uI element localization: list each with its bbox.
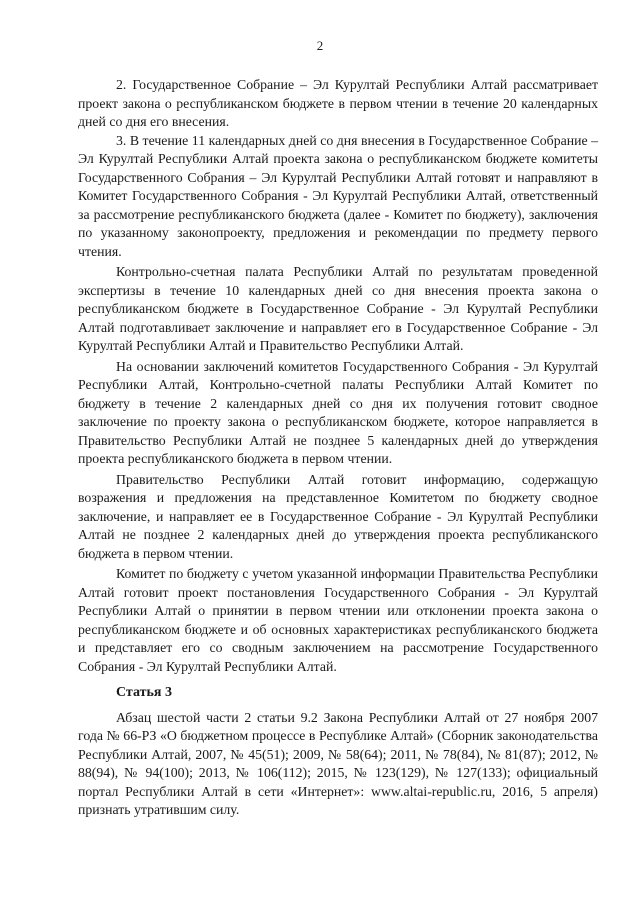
paragraph-resolution-draft: Комитет по бюджету с учетом указанной информации Правительства Республики Алтай готовит проект постановления Государственного Собрания - Эл Курултай Республики Алтай о принятии в первом чтении или отклонении проекта закона о республиканском бюджете и об основных характеристиках республиканского бюджета и представляет его со сводным заключением на рассмотрение Государственного Собрания - Эл Курултай Республики Алтай. [78,566,598,674]
article-3-heading: Статья 3 [116,685,172,700]
paragraph-item-3: 3. В течение 11 календарных дней со дня внесения в Государственное Собрание – Эл Курултай Республики Алтай проекта закона о республиканском бюджете комитеты Государственного Собрания – Эл Курултай Республики Алтай готовят и направляют в Комитет Государственного Собрания - Эл Курултай Республики Алтай, ответственный за рассмотрение республиканского бюджета (далее - Комитет по бюджету), заключения по указанному законопроекту, предложения и рекомендации по предмету первого чтения. [78,132,598,259]
paragraph-item-2: 2. Государственное Собрание – Эл Курултай Республики Алтай рассматривает проект закона о республиканском бюджете в первом чтении в течение 20 календарных дней со дня его внесения. [78,77,598,129]
document-body [78,76,598,820]
paragraph-audit-chamber: Контрольно-счетная палата Республики Алтай по результатам проведенной экспертизы в течение 10 календарных дней со дня внесения проекта закона о республиканском бюджете в Государственное Собрание - Эл Курултай Республики Алтай подготавливает заключение и направляет его в Государственное Собрание - Эл Курултай Республики Алтай и Правительство Республики Алтай. [78,264,598,353]
paragraph-budget-committee-summary: На основании заключений комитетов Государственного Собрания - Эл Курултай Республики Алтай, Контрольно-счетной палаты Республики Алтай Комитет по бюджету в течение 2 календарных дней со дня их получения готовит сводное заключение по проекту закона о республиканском бюджете, которое направляется в Правительство Республики Алтай не позднее 5 календарных дней до утверждения проекта республиканского бюджета в первом чтении. [78,358,598,466]
article-3-text: Абзац шестой части 2 статьи 9.2 Закона Республики Алтай от 27 ноября 2007 года № 66-РЗ «О бюджетном процессе в Республике Алтай» (Сборник законодательства Республики Алтай, 2007, № 45(51); 2009, № 58(64); 2011, № 78(84), № 81(87); 2012, № 88(94), № 94(100); 2013, № 106(112); 2015, № 123(129), № 127(133); официальный портал Республики Алтай в сети «Интернет»: www.altai-republic.ru, 2016, 5 апреля) признать утратившим силу. [78,709,598,817]
page-number: 2 [316,38,324,53]
paragraph-government-response: Правительство Республики Алтай готовит информацию, содержащую возражения и предложения на представленное Комитетом по бюджету сводное заключение, и направляет ее в Государственное Собрание - Эл Курултай Республики Алтай не позднее 2 календарных дней до утверждения проекта республиканского бюджета в первом чтении. [78,471,598,561]
